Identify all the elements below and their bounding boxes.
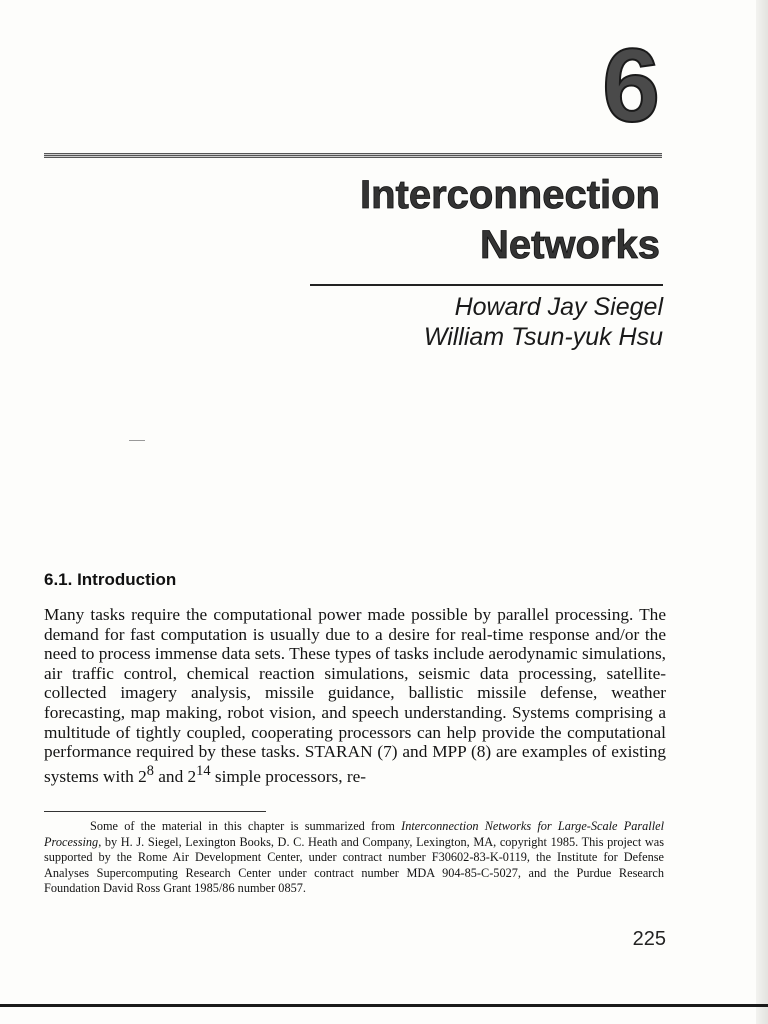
chapter-title-line-1: Interconnection: [359, 173, 660, 217]
author-1: Howard Jay Siegel: [454, 293, 663, 321]
intro-paragraph: [44, 605, 666, 786]
footnote-book-title: Interconnection Networks for Large-Scale Parallel Processing: [44, 819, 664, 849]
footnote: [44, 819, 664, 897]
footnote-text-2: , by H. J. Siegel, Lexington Books, D. C. Heath and Company, Lexington, MA, copyright 1985. This project was supported by the Rome Air Development Center, under contract number F30602-83-K-0119, the Institute for Defense Analyses Supercomputing Research Center under contract number MDA 904-85-C-5027, and the Purdue Research Foundation David Ross Grant 1985/86 number 0857.: [44, 834, 664, 895]
chapter-title-line-2: Networks: [479, 223, 660, 267]
footnote-text-1: Some of the material in this chapter is summarized from: [90, 819, 402, 833]
author-list: [243, 292, 663, 352]
superscript-8: 8: [146, 762, 154, 779]
stray-scan-mark: [129, 440, 145, 441]
superscript-14: 14: [196, 762, 211, 779]
chapter-title: [160, 170, 660, 270]
section-heading: 6.1. Introduction: [44, 570, 177, 589]
chapter-number: 6: [602, 28, 660, 144]
title-rule: [310, 284, 663, 286]
footnote-rule: [44, 811, 266, 812]
page-number: 225: [632, 928, 666, 950]
chapter-header-rule: [44, 153, 662, 158]
page-edge-shadow: [756, 0, 768, 1024]
paragraph-text-end: simple processors, re-: [210, 766, 367, 786]
page-bottom-edge: [0, 1004, 768, 1007]
author-2: William Tsun-yuk Hsu: [423, 323, 663, 351]
paragraph-text-mid: and 2: [153, 766, 197, 786]
paragraph-text-start: Many tasks require the computational power made possible by parallel processing. The demand for fast computation is usually due to a desire for real-time response and/or the need to process immense data sets. These types of tasks include aerodynamic simulations, air traffic control, chemical reaction simulations, seismic data processing, satellite-collected imagery analysis, missile guidance, ballistic missile defense, weather forecasting, map making, robot vision, and speech understanding. Systems comprising a multitude of tightly coupled, cooperating processors can help provide the computational performance required by these tasks. STARAN (7) and MPP (8) are examples of existing systems with 2: [44, 605, 666, 786]
